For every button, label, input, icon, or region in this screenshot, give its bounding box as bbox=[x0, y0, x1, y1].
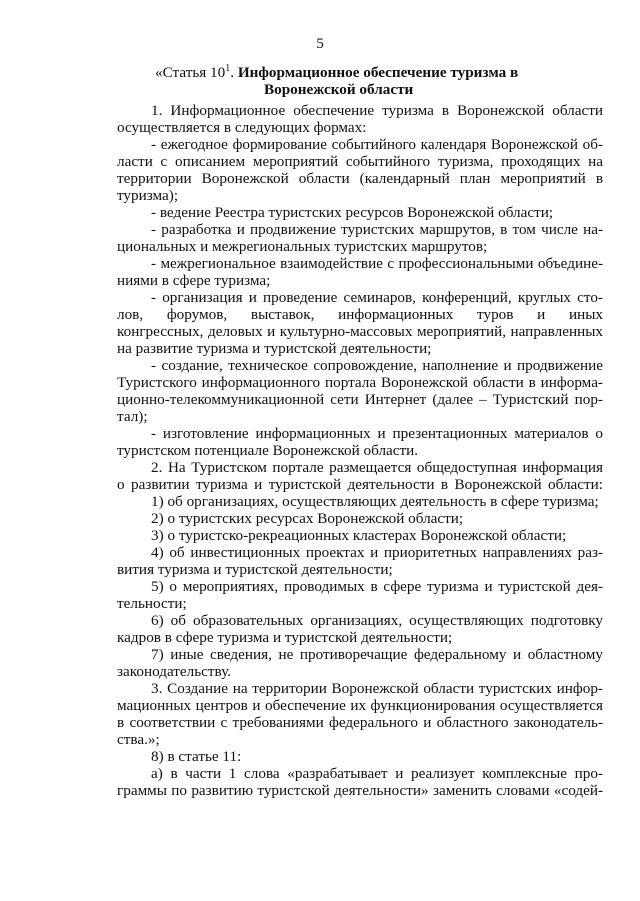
text-line: конгрессных, деловых и культурно-массовых мероприятий, направленных bbox=[117, 323, 603, 340]
text-line: 6) об образовательных организациях, осуществляющих подготовку bbox=[151, 612, 603, 629]
text-line: 4) об инвестиционных проектах и приоритетных направлениях раз- bbox=[151, 544, 603, 561]
text-line: 2) о туристских ресурсах Воронежской области; bbox=[151, 510, 464, 527]
text-line: циональных и межрегиональных туристских маршрутов; bbox=[117, 238, 488, 255]
text-line: ласти с описанием мероприятий событийного туризма, проходящих на bbox=[117, 153, 603, 170]
article-title bbox=[155, 64, 518, 81]
text-line: а) в части 1 слова «разрабатывает и реализует комплексные про- bbox=[151, 765, 603, 782]
text-line: тельности; bbox=[117, 595, 187, 612]
text-line: тал); bbox=[117, 408, 148, 425]
text-line: 3. Создание на территории Воронежской области туристских инфор- bbox=[151, 680, 603, 697]
text-line: Туристского информационного портала Воронежской области в информа- bbox=[117, 374, 603, 391]
text-line: - разработка и продвижение туристских маршрутов, в том числе на- bbox=[151, 221, 603, 238]
article-number-superscript: 1 bbox=[225, 63, 231, 74]
text-line: ства.»; bbox=[117, 731, 160, 748]
text-line: 1. Информационное обеспечение туризма в Воронежской области bbox=[151, 102, 603, 119]
text-line: на развитие туризма и туристской деятельности; bbox=[117, 340, 432, 357]
text-line: законодательству. bbox=[117, 663, 232, 680]
text-line: осуществляется в следующих формах: bbox=[117, 119, 367, 136]
text-line: ционно-телекоммуникационной сети Интернет (далее – Туристский пор- bbox=[117, 391, 603, 408]
article-heading-continued: Воронежской области bbox=[264, 81, 414, 98]
article-heading: Информационное обеспечение туризма в bbox=[237, 64, 519, 81]
text-line: 3) о туристско-рекреационных кластерах Воронежской области; bbox=[151, 527, 567, 544]
text-line: 8) в статье 11: bbox=[151, 748, 242, 765]
text-line: лов, форумов, выставок, информационных туров и иных bbox=[117, 306, 603, 323]
article-title-dot: . bbox=[230, 64, 238, 81]
text-line: мационных центров и обеспечение их функционирования осуществляется bbox=[117, 697, 603, 714]
text-line: территории Воронежской области (календарный план мероприятий в bbox=[117, 170, 603, 187]
text-line: 7) иные сведения, не противоречащие федеральному и областному bbox=[151, 646, 603, 663]
text-line: 5) о мероприятиях, проводимых в сфере туризма и туристской дея- bbox=[151, 578, 603, 595]
page-number: 5 bbox=[316, 35, 324, 52]
text-line: - изготовление информационных и презентационных материалов о bbox=[151, 425, 603, 442]
article-title-prefix: «Статья 10 bbox=[155, 64, 226, 81]
text-line: - межрегиональное взаимодействие с профессиональными объедине- bbox=[151, 255, 603, 272]
text-line: кадров в сфере туризма и туристской деятельности; bbox=[117, 629, 453, 646]
text-line: - ежегодное формирование событийного календаря Воронежской об- bbox=[151, 136, 603, 153]
text-line: - ведение Реестра туристских ресурсов Воронежской области; bbox=[151, 204, 554, 221]
text-line: в соответствии с требованиями федерального и областного законодатель- bbox=[117, 714, 603, 731]
text-line: туризма); bbox=[117, 187, 179, 204]
text-line: - организация и проведение семинаров, конференций, круглых сто- bbox=[151, 289, 603, 306]
text-line: о развитии туризма и туристской деятельности в Воронежской области: bbox=[117, 476, 603, 493]
text-line: туристском потенциале Воронежской области. bbox=[117, 442, 419, 459]
text-line: граммы по развитию туристской деятельности» заменить словами «содей- bbox=[117, 782, 603, 799]
text-line: 2. На Туристском портале размещается общедоступная информация bbox=[151, 459, 603, 476]
text-line: ниями в сфере туризма; bbox=[117, 272, 271, 289]
text-line: вития туризма и туристской деятельности; bbox=[117, 561, 393, 578]
text-line: 1) об организациях, осуществляющих деятельность в сфере туризма; bbox=[151, 493, 599, 510]
text-line: - создание, техническое сопровождение, наполнение и продвижение bbox=[151, 357, 603, 374]
